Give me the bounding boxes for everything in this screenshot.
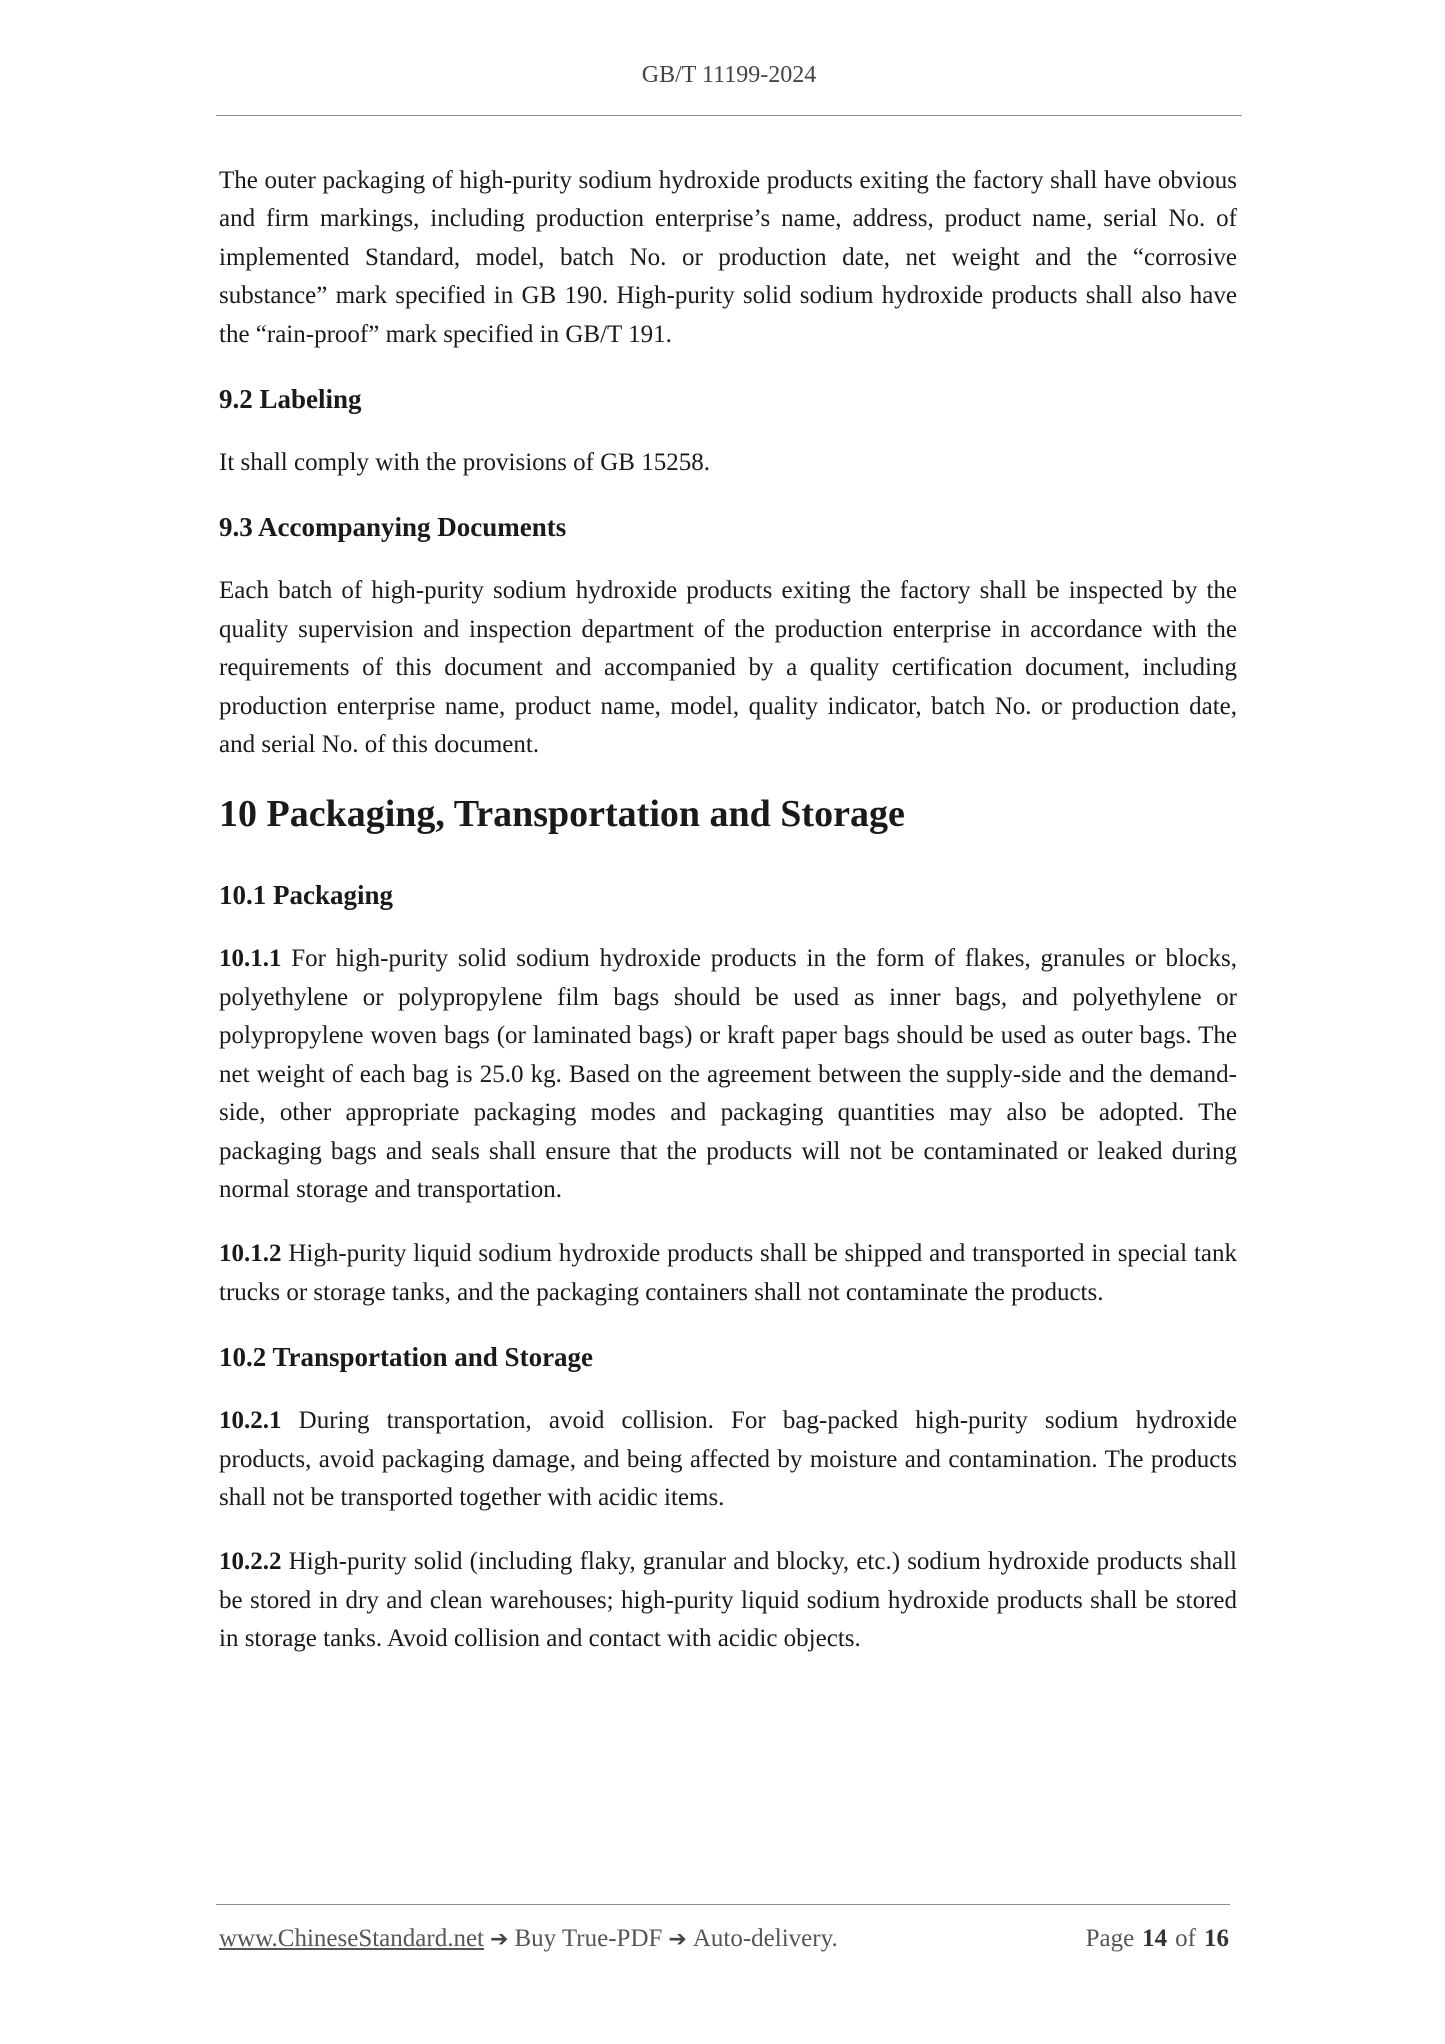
clause-number: 10.2.2 <box>219 1548 282 1576</box>
page-label: Page <box>1085 1925 1135 1952</box>
header-divider <box>216 115 1242 116</box>
page-total: 16 <box>1204 1925 1229 1952</box>
section-10-2-heading: 10.2 Transportation and Storage <box>219 1342 594 1373</box>
clause-number: 10.1.2 <box>219 1240 282 1268</box>
site-link[interactable]: www.ChineseStandard.net <box>219 1925 484 1952</box>
page-number <box>1086 1925 1229 1953</box>
page-header: GB/T 11199-2024 <box>641 62 817 88</box>
clause-10-1-2 <box>219 1235 1237 1312</box>
right-arrow-icon: ➔ <box>668 1927 687 1952</box>
of-label: of <box>1175 1925 1196 1952</box>
clause-10-2-1 <box>219 1402 1237 1517</box>
clause-text: During transportation, avoid collision. For bag-packed high-purity sodium hydroxide products, avoid packaging damage, and being affected by moisture and contamination. The products shall not be transported together with acidic items. <box>219 1407 1237 1511</box>
auto-delivery-text: Auto-delivery. <box>692 1925 838 1952</box>
clause-10-1-1 <box>219 940 1237 1209</box>
intro-paragraph: The outer packaging of high-purity sodium hydroxide products exiting the factory shall have obvious and firm markings, including production enterprise’s name, address, product name, serial No. of implemented Standard, model, batch No. or production date, net weight and the “corrosive substance” mark specified in GB 190. High-purity solid sodium hydroxide products shall also have the “rain-proof” mark specified in GB/T 191. <box>219 167 1237 348</box>
section-10-heading: 10 Packaging, Transportation and Storage <box>219 793 905 836</box>
clause-text: High-purity solid (including flaky, granular and blocky, etc.) sodium hydroxide products shall be stored in dry and clean warehouses; high-purity liquid sodium hydroxide products shall be stored in storage tanks. Avoid collision and contact with acidic objects. <box>219 1548 1237 1653</box>
footer-divider <box>216 1904 1230 1905</box>
clause-text: For high-purity solid sodium hydroxide products in the form of flakes, granules or blocks, polyethylene or polypropylene film bags should be used as inner bags, and polyethylene or polypropylene woven bags (or laminated bags) or kraft paper bags should be used as outer bags. The net weight of each bag is 25.0 kg. Based on the agreement between the supply-side and the demand-side, other appropriate packaging modes and packaging quantities may also be adopted. The packaging bags and seals shall ensure that the products will not be contaminated or leaked during normal storage and transportation. <box>219 945 1237 1203</box>
document-body <box>219 162 1237 1685</box>
clause-number: 10.1.1 <box>219 945 282 973</box>
section-9-2-text: It shall comply with the provisions of GB 15258. <box>219 449 710 477</box>
right-arrow-icon: ➔ <box>490 1927 509 1952</box>
section-10-1-heading: 10.1 Packaging <box>219 880 394 911</box>
buy-true-pdf-text: Buy True-PDF <box>514 1925 663 1952</box>
clause-text: High-purity liquid sodium hydroxide products shall be shipped and transported in special tank trucks or storage tanks, and the packaging containers shall not contaminate the products. <box>219 1240 1237 1306</box>
footer-promo <box>219 1925 838 1953</box>
clause-10-2-2 <box>219 1543 1237 1658</box>
clause-number: 10.2.1 <box>219 1407 282 1435</box>
section-9-3-text: Each batch of high-purity sodium hydroxide products exiting the factory shall be inspected by the quality supervision and inspection department of the production enterprise in accordance with the requirements of this document and accompanied by a quality certification document, including production enterprise name, product name, model, quality indicator, batch No. or production date, and serial No. of this document. <box>219 577 1237 759</box>
page-current: 14 <box>1142 1925 1168 1952</box>
section-9-3-heading: 9.3 Accompanying Documents <box>219 512 567 543</box>
section-9-2-heading: 9.2 Labeling <box>219 384 362 415</box>
